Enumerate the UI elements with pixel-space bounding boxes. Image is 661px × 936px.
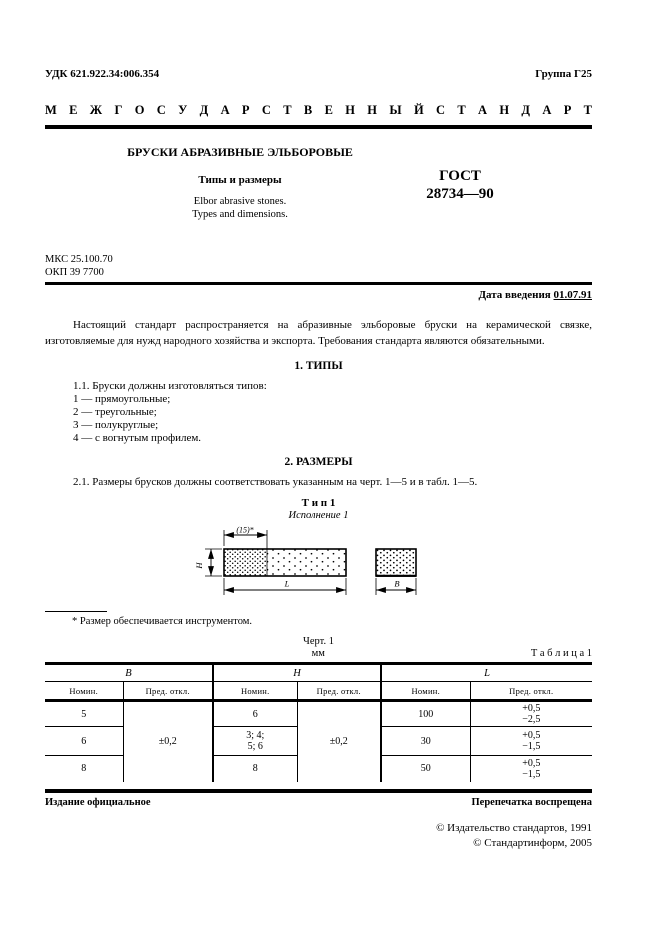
h-nominal-header: Номин. [213,682,297,701]
column-group-b: B [45,664,213,682]
classification-codes [45,253,592,279]
dim-b-label: B [393,578,400,589]
table-subheader-row [45,682,592,701]
type-item-4: 4 — с вогнутым профилем. [73,432,202,444]
title-english-line2: Types and dimensions. [192,209,288,220]
l-nominal-2: 30 [381,727,470,756]
b-nominal-header: Номин. [45,682,123,701]
units-row [45,648,592,662]
footnote-rule [45,611,107,612]
column-group-h: H [213,664,381,682]
copyright-line1: © Издательство стандартов, 1991 [436,821,592,834]
b-nominal-1: 5 [45,701,123,727]
l-deviation-3-plus: +0,5 [522,757,541,769]
type-item-1: 1 — прямоугольные; [73,393,171,405]
l-nominal-header: Номин. [381,682,470,701]
l-deviation-1 [470,701,592,727]
date-label: Дата введения [478,289,551,301]
gost-label: ГОСТ [439,168,481,184]
h-nominal-2 [213,727,297,756]
dim-15-label: (15)* [235,525,254,535]
section2-heading: 2. РАЗМЕРЫ [284,456,353,468]
b-nominal-2: 6 [45,727,123,756]
column-group-l: L [381,664,592,682]
document-title: БРУСКИ АБРАЗИВНЫЕ ЭЛЬБОРОВЫЕ [127,145,353,159]
l-nominal-1: 100 [381,701,470,727]
dim-h-label: H [193,562,204,569]
l-deviation-3 [470,756,592,782]
title-english-line1: Elbor abrasive stones. [193,196,287,207]
technical-drawing [45,524,592,602]
copyright-block [45,821,592,851]
group-code: Группа Г25 [535,68,592,80]
l-deviation-2-plus: +0,5 [522,730,541,741]
figure-caption: Черт. 1 [303,636,334,647]
table-group-header-row [45,664,592,682]
footer-row [45,797,592,808]
l-deviation-2-minus: −1,5 [522,741,541,752]
stone-drawing-svg [194,524,444,602]
l-deviation-2 [470,727,592,756]
figure-footnote: * Размер обеспечивается инструментом. [72,616,253,627]
standard-banner: М Е Ж Г О С У Д А Р С Т В Е Н Н Ы Й С Т А Н Д А Р Т [45,103,592,117]
mks-code: МКС 25.100.70 [45,254,113,265]
section1-heading: 1. ТИПЫ [294,360,343,372]
dimensions-table [45,662,592,782]
units-label: мм [311,648,325,659]
date-value: 01.07.91 [553,289,592,301]
bar-abrasive-layer [224,549,267,576]
gost-designation [390,167,530,203]
b-deviation-cell: ±0,2 [123,701,213,782]
h-deviation-cell: ±0,2 [297,701,381,782]
h-nominal-2-line1: 3; 4; [246,730,265,741]
h-nominal-2-line2: 5; 6 [247,741,263,752]
gost-number: 28734—90 [426,186,494,202]
type-item-2: 2 — треугольные; [73,406,157,418]
title-block [45,145,592,241]
bar-body [267,549,346,576]
copyright-line2: © Стандартинформ, 2005 [473,836,592,849]
l-deviation-1-plus: +0,5 [522,703,541,714]
h-nominal-1: 6 [213,701,297,727]
reprint-prohibited-label: Перепечатка воспрещена [471,796,592,808]
banner-rule [45,125,592,129]
table-label: Т а б л и ц а 1 [530,648,592,659]
document-subtitle: Типы и размеры [198,174,282,186]
introduction-date [45,289,592,301]
l-deviation-3-minus: −1,5 [522,768,541,780]
figure-execution-label: Исполнение 1 [288,510,349,521]
official-edition-label: Издание официальное [45,796,151,808]
footer-rule [45,789,592,793]
codes-rule [45,282,592,285]
intro-paragraph: Настоящий стандарт распространяется на абразивные эльборовые бруски на керамической связке, изготовляемые для нужд народного хозяйства и экспорта. Требования стандарта являются обязательными. [45,319,592,347]
paragraph-2-1: 2.1. Размеры брусков должны соответствовать указанным на черт. 1—5 и в табл. 1—5. [73,476,478,488]
paragraph-1-1: 1.1. Бруски должны изготовляться типов: [73,380,267,392]
dim-l-label: L [284,578,289,589]
table-row [45,701,592,727]
b-nominal-3: 8 [81,763,87,775]
type-item-3: 3 — полукруглые; [73,419,159,431]
title-column [45,145,435,221]
okp-code: ОКП 39 7700 [45,267,104,278]
title-english [45,195,435,221]
l-deviation-header: Пред. откл. [470,682,592,701]
h-deviation-header: Пред. откл. [297,682,381,701]
l-deviation-1-minus: −2,5 [522,714,541,725]
end-view-face [376,549,416,576]
figure-type-label: Т и п 1 [301,497,336,509]
b-deviation-header: Пред. откл. [123,682,213,701]
h-nominal-3: 8 [213,756,297,782]
l-nominal-3: 50 [381,756,470,782]
udk-code: УДК 621.922.34:006.354 [45,68,160,80]
udk-row [45,68,592,80]
